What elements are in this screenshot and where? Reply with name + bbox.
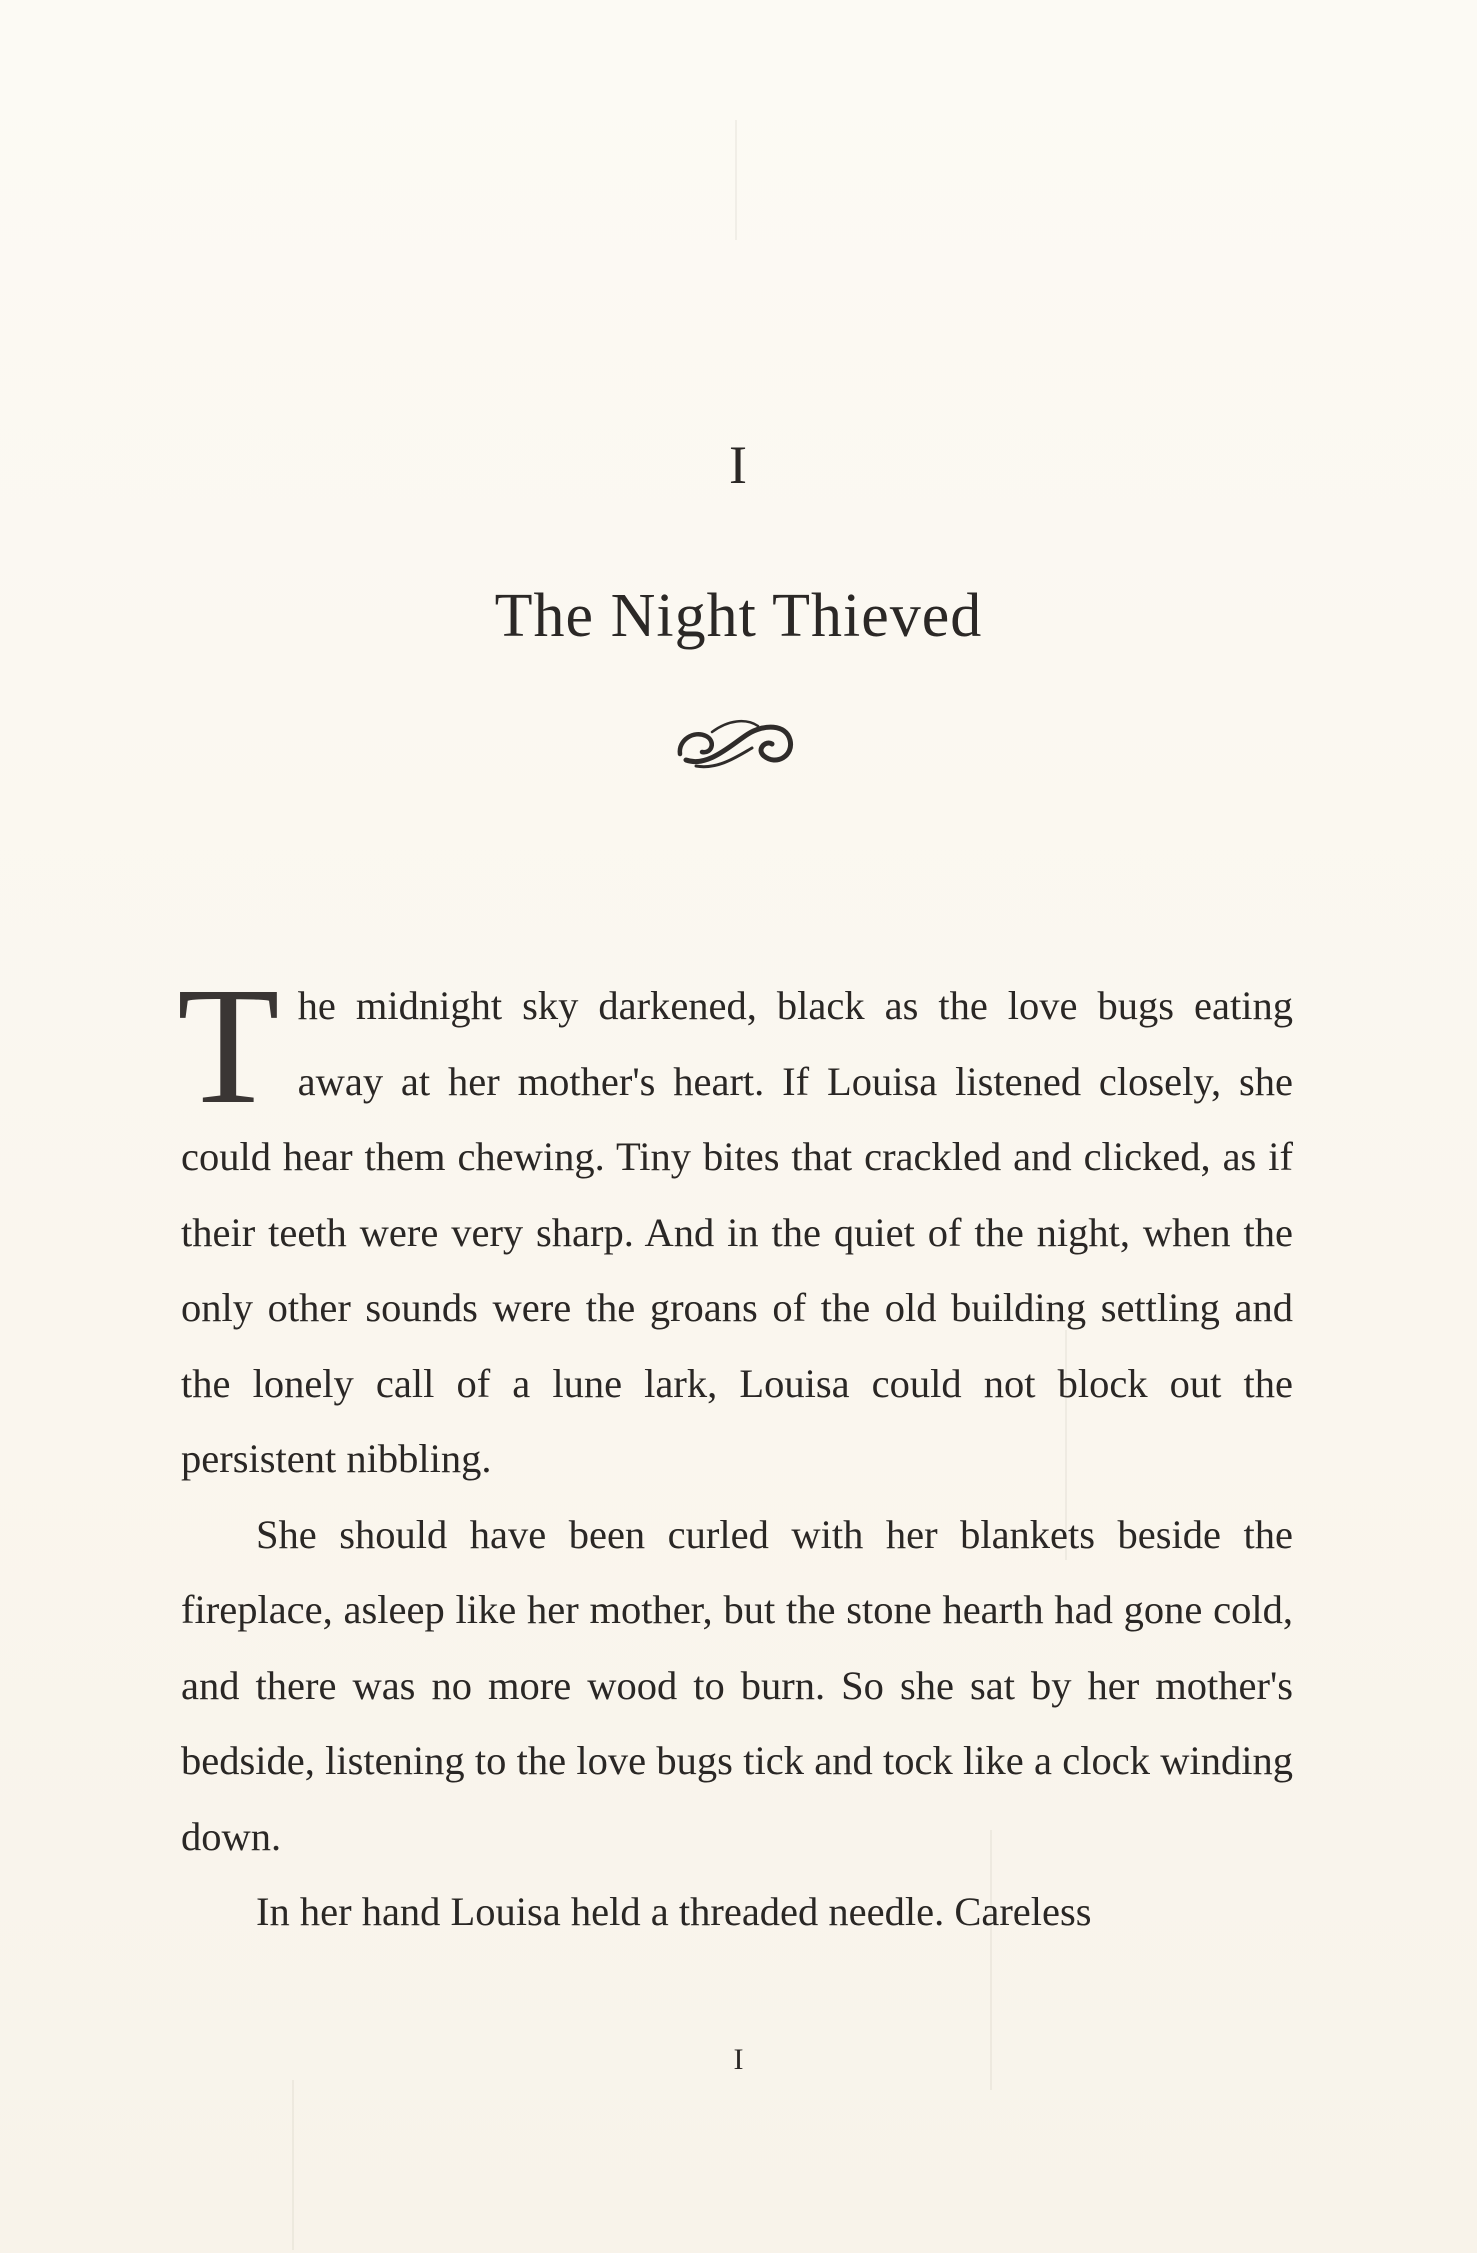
paragraph: In her hand Louisa held a threaded needle. Careless <box>256 1889 1092 1934</box>
flourish-ornament-icon <box>672 710 800 780</box>
page-crease <box>292 2080 294 2250</box>
chapter-body-text <box>177 953 1293 1950</box>
page-number: I <box>733 2043 744 2076</box>
page-crease <box>735 120 737 240</box>
chapter-title: The Night Thieved <box>494 582 983 650</box>
drop-cap: T <box>177 953 280 1139</box>
paragraph-text: he midnight sky darkened, black as the love bugs eating away at her mother's heart. If Louisa listened closely, she could hear them chewing. Tiny bites that crackled and clicked, as if their teeth were very sharp. And in the quiet of the night, when the only other sounds were the groans of the old building settling and the lonely call of a lune lark, Louisa could not block out the persistent nibbling. <box>181 983 1293 1481</box>
chapter-number: I <box>729 435 748 495</box>
paragraph <box>177 953 1293 1497</box>
paragraph: She should have been curled with her blankets beside the fireplace, asleep like her mother, but the stone hearth had gone cold, and there was no more wood to burn. So she sat by her mother's bedside, listening to the love bugs tick and tock like a clock winding down. <box>181 1511 1293 1859</box>
